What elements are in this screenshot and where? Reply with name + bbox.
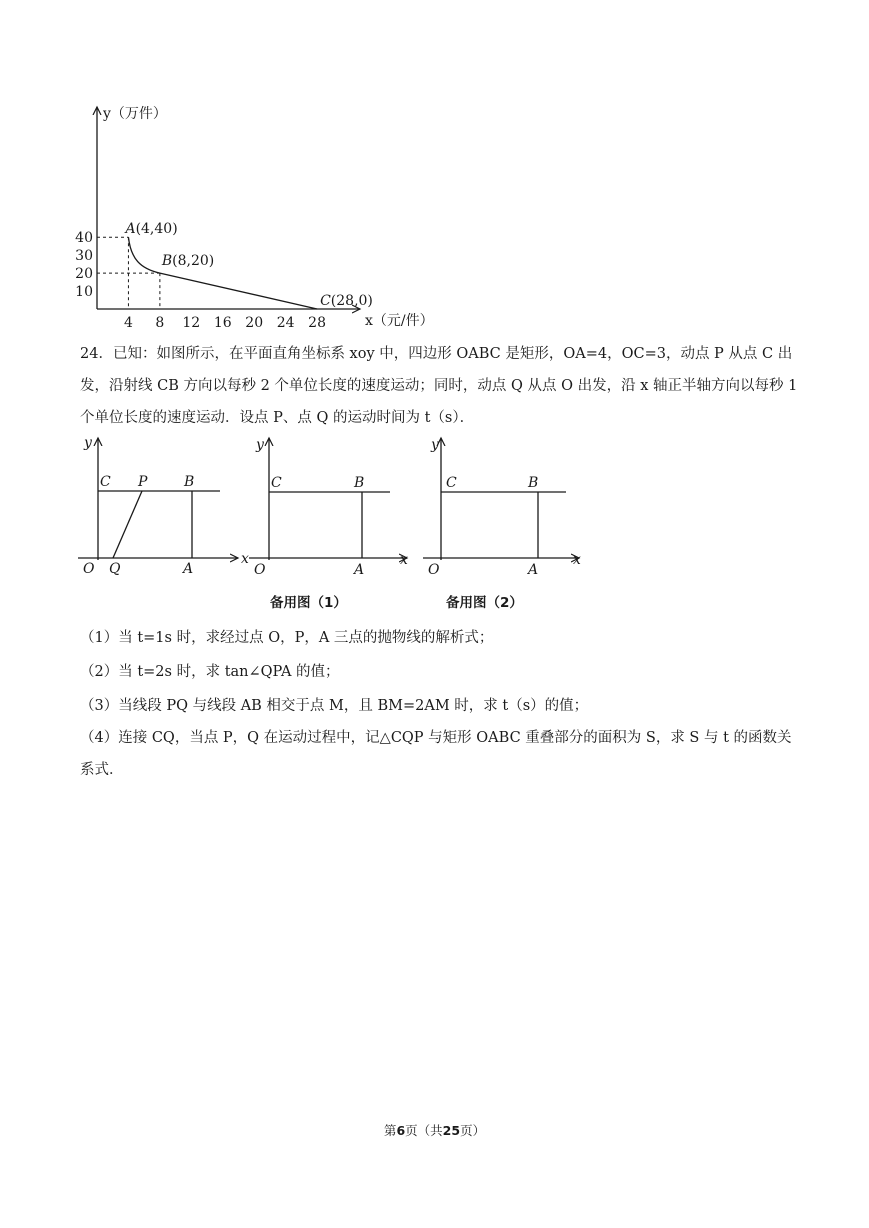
svg-text:A: A — [354, 562, 365, 578]
y-axis-label: y（万件） — [103, 106, 167, 122]
question-24-part-4: （4）连接 CQ，当点 P，Q 在运动过程中，记△CQP 与矩形 OABC 重叠部分的面积为 S，求 S 与 t 的函数关系式． — [80, 730, 792, 778]
line-b-to-c — [160, 273, 317, 309]
y-tick-labels — [75, 230, 93, 300]
svg-text:x: x — [573, 552, 581, 568]
point-label-C: C(28,0) — [320, 293, 373, 309]
svg-text:P: P — [138, 474, 148, 490]
curve-a-to-b — [128, 237, 159, 273]
x-tick-label: 24 — [276, 315, 295, 331]
y-tick-label: 10 — [75, 284, 93, 301]
svg-text:B: B — [184, 474, 195, 490]
question-24-intro: 24．已知：如图所示，在平面直角坐标系 xoy 中，四边形 OABC 是矩形，OA=4，OC=3，动点 P 从点 C 出发，沿射线 CB 方向以每秒 2 个单位长度的速度运动；同时，动点 Q 从点 O 出发，沿 x 轴正半轴方向以每秒 1 个单位长度的速度运动．设点 P、点 Q 的运动时间为 t（s）． — [80, 346, 798, 426]
page-footer: 第6页（共25页） — [383, 1123, 486, 1138]
y-tick-label: 30 — [75, 248, 93, 265]
x-axis-label: x（元/件） — [365, 313, 434, 329]
svg-text:C: C — [271, 475, 282, 491]
svg-text:O: O — [428, 562, 440, 578]
caption-backup-2: 备用图（2） — [446, 595, 523, 611]
point-label-A: A(4,40) — [125, 221, 178, 238]
svg-text:C: C — [100, 474, 111, 490]
svg-text:x: x — [400, 552, 408, 568]
question-24-part-1: （1）当 t=1s 时，求经过点 O，P，A 三点的抛物线的解析式； — [80, 630, 494, 646]
svg-text:O: O — [83, 561, 95, 577]
y-tick-label: 20 — [75, 266, 93, 283]
page-number: 6 — [396, 1123, 406, 1138]
sales-chart — [0, 0, 869, 340]
x-tick-label: 4 — [123, 315, 133, 331]
x-tick-label: 28 — [308, 315, 326, 331]
svg-text:C: C — [446, 475, 457, 491]
svg-text:x: x — [241, 551, 249, 567]
point-labels — [123, 221, 372, 309]
svg-text:y: y — [256, 437, 264, 453]
svg-text:A: A — [183, 561, 194, 577]
point-label-B: B(8,20) — [161, 253, 215, 270]
figure-backup-2 — [414, 435, 594, 615]
svg-text:y: y — [84, 435, 92, 451]
page-total: 25 — [442, 1123, 461, 1138]
x-tick-label: 20 — [245, 315, 264, 331]
svg-text:Q: Q — [109, 561, 121, 577]
question-24-part-3: （3）当线段 PQ 与线段 AB 相交于点 M，且 BM=2AM 时，求 t（s）的值； — [80, 698, 589, 714]
chart-guides — [97, 237, 160, 309]
x-tick-label: 16 — [213, 315, 232, 331]
svg-text:A: A — [528, 562, 539, 578]
svg-text:B: B — [528, 475, 539, 491]
svg-text:O: O — [254, 562, 266, 578]
x-tick-label: 8 — [155, 315, 165, 331]
x-tick-label: 12 — [182, 315, 201, 331]
caption-backup-1: 备用图（1） — [270, 595, 347, 611]
svg-text:y: y — [431, 437, 439, 453]
figure-backup-1 — [240, 435, 420, 615]
segment-pq — [113, 491, 142, 558]
question-24-part-2: （2）当 t=2s 时，求 tan∠QPA 的值； — [80, 664, 340, 680]
svg-text:B: B — [354, 475, 365, 491]
figure-main — [70, 435, 250, 595]
y-tick-label: 40 — [75, 230, 93, 247]
x-tick-labels — [124, 315, 326, 331]
